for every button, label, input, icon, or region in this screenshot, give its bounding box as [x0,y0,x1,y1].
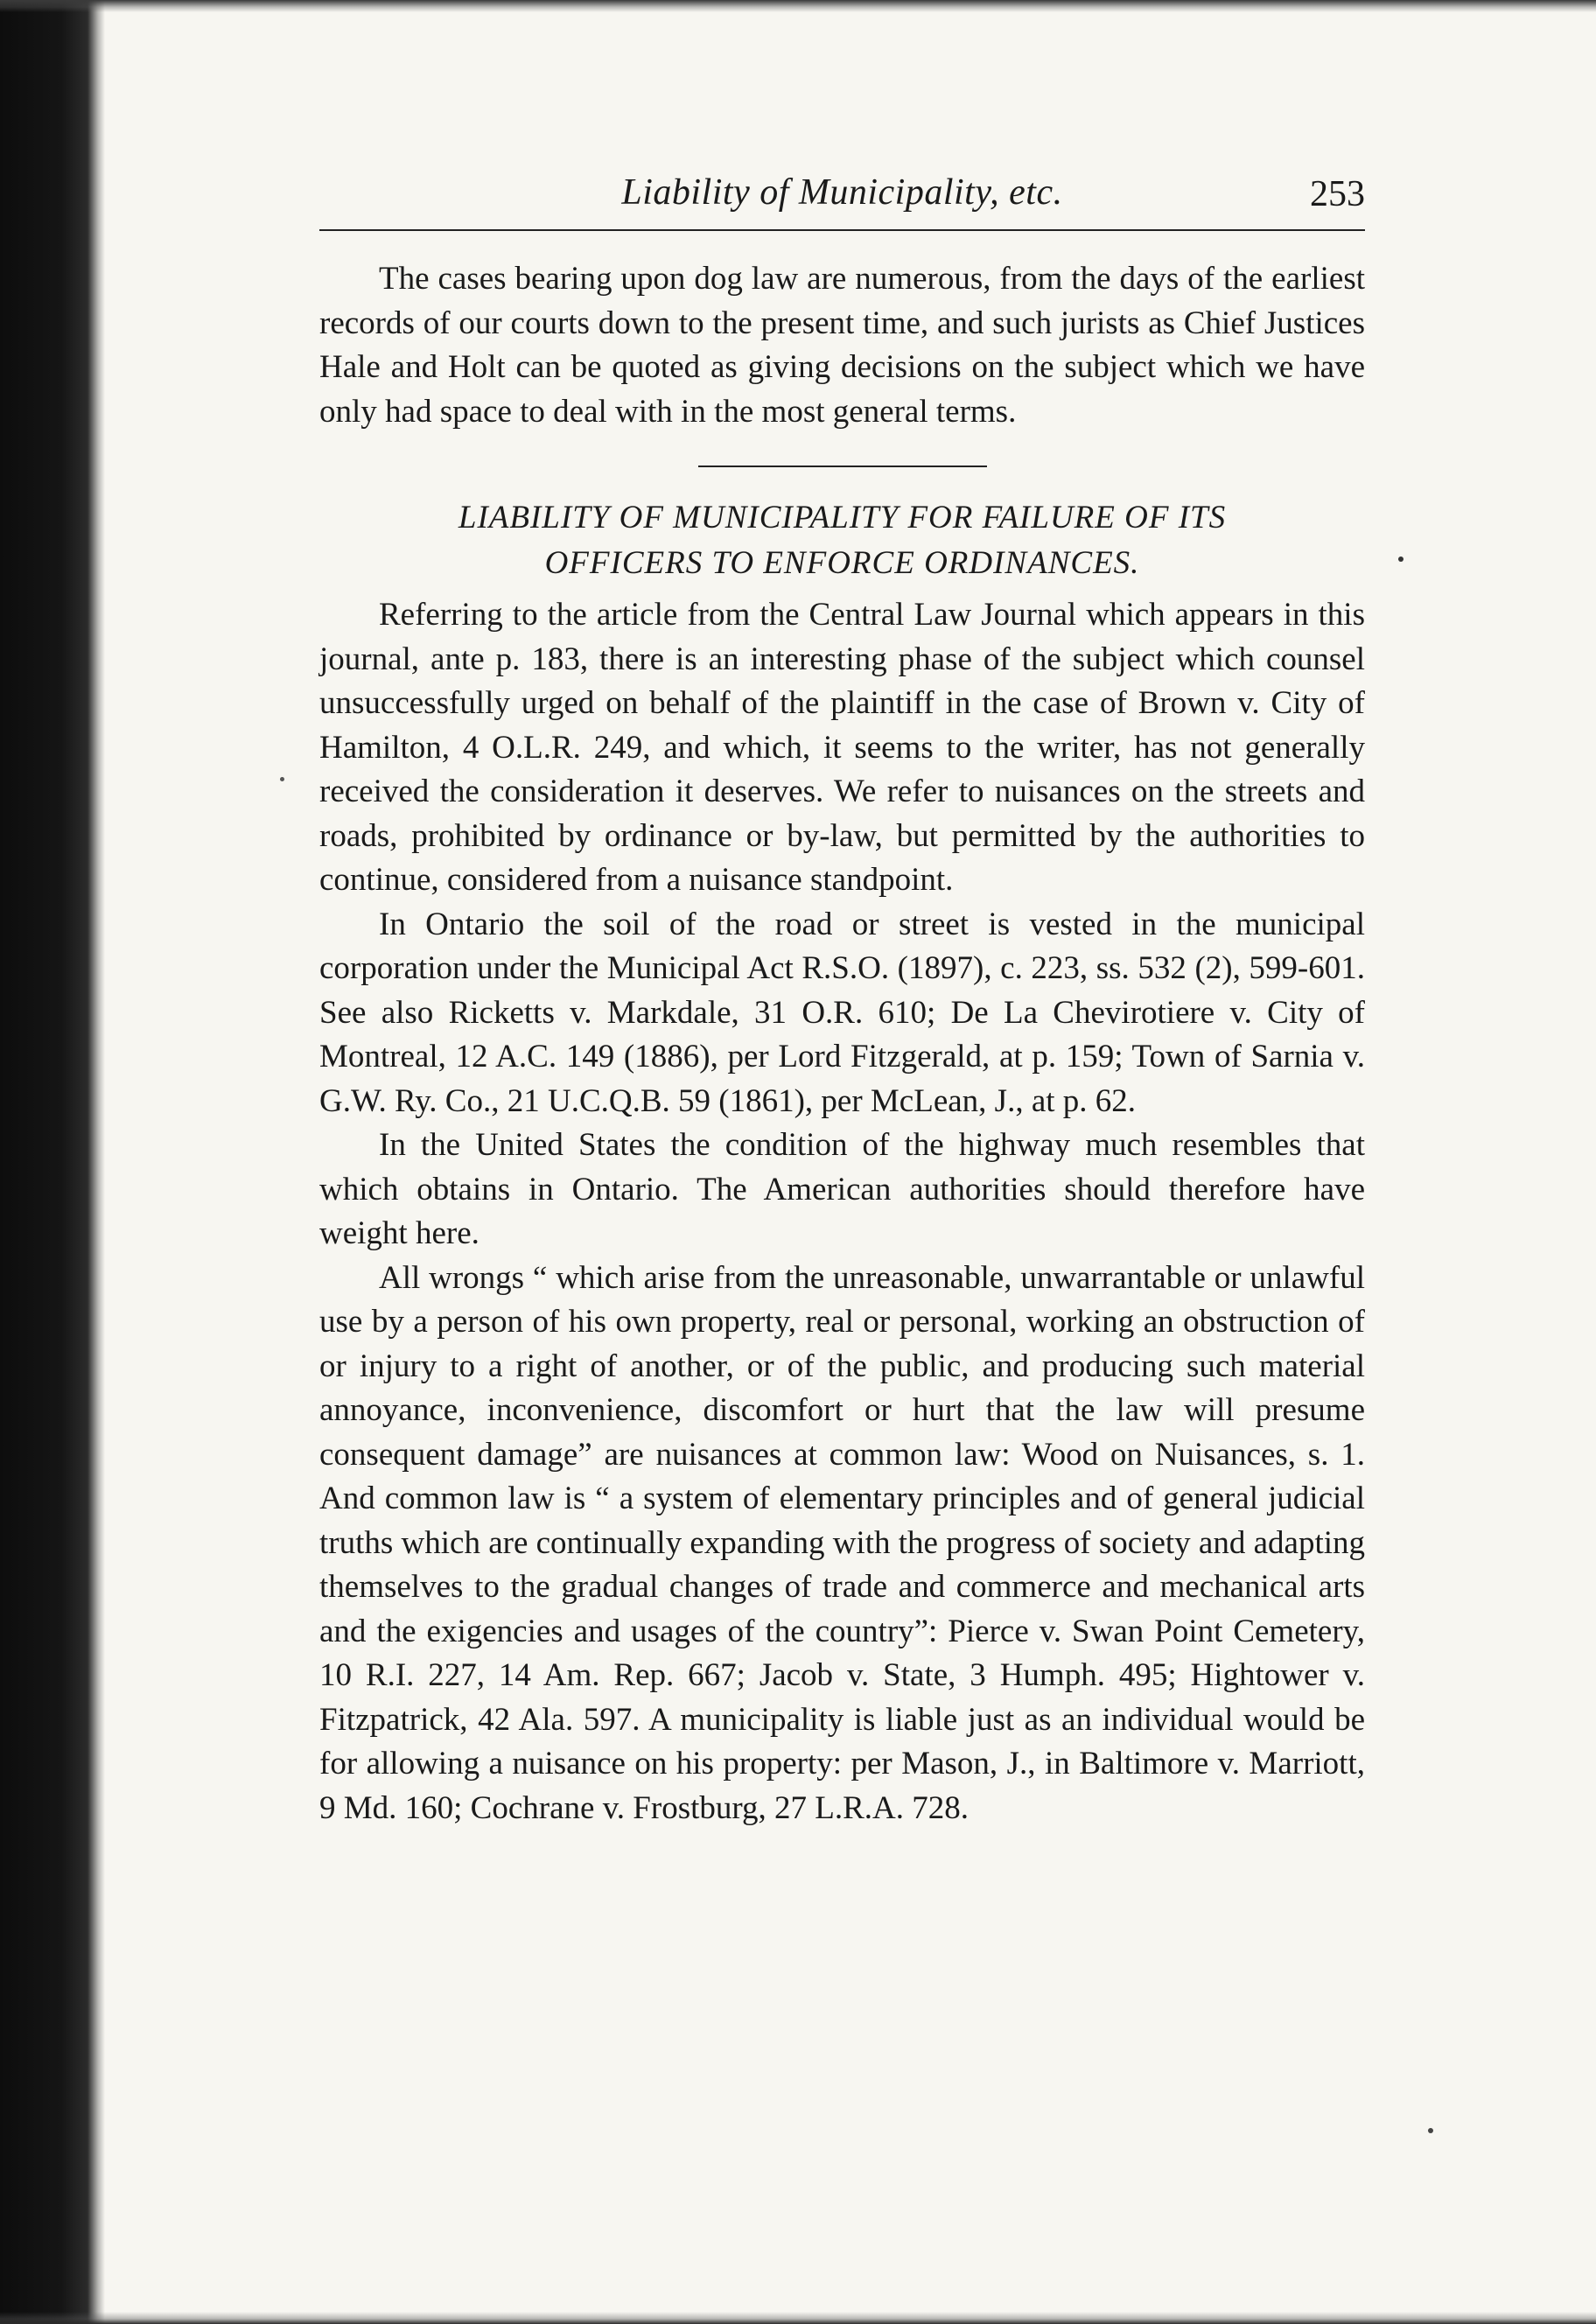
section-title [319,495,1365,586]
header-rule [319,229,1365,231]
body-paragraph: All wrongs “ which arise from the unreasonable, unwarrantable or unlawful use by a person of his own property, real or personal, working an obstruction of or injury to a right of another, or of the public, and producing such material annoyance, inconvenience, discomfort or hurt that the law will presume consequent damage” are nuisances at common law: Wood on Nuisances, s. 1. And common law is “ a system of elementary principles and of general judicial truths which are continually expanding with the progress of society and adapting themselves to the gradual changes of trade and commerce and mechanical arts and the exigencies and usages of the country”: Pierce v. Swan Point Cemetery, 10 R.I. 227, 14 Am. Rep. 667; Jacob v. State, 3 Humph. 495; Hightower v. Fitzpatrick, 42 Ala. 597. A municipality is liable just as an individual would be for allowing a nuisance on his property: per Mason, J., in Baltimore v. Marriott, 9 Md. 160; Cochrane v. Frostburg, 27 L.R.A. 728. [319,1259,1366,1826]
section-title-line: OFFICERS TO ENFORCE ORDINANCES. [544,545,1140,581]
speck-mark [280,777,284,781]
body-paragraph: In the United States the condition of the highway much resembles that which obtains in Ontario. The American authorities should therefore have weight here. [319,1127,1365,1251]
page-number: 253 [1310,174,1365,214]
scan-shadow-top [0,0,1596,12]
book-page [319,166,1365,1830]
speck-mark [1398,556,1404,562]
intro-paragraph: The cases bearing upon dog law are numerous, from the days of the earliest records of our courts down to the present time, and such jurists as Chief Justices Hale and Holt can be quoted as giving decisions on the subject which we have only had space to deal with in the most general terms. [319,261,1365,430]
scan-shadow-bottom [0,2312,1596,2324]
section-title-line: LIABILITY OF MUNICIPALITY FOR FAILURE OF ITS [458,500,1227,536]
scan-shadow-left [0,0,105,2324]
section-divider [698,466,987,467]
body-paragraph: In Ontario the soil of the road or street is vested in the municipal corporation under the Municipal Act R.S.O. (1897), c. 223, ss. 532 (2), 599-601. See also Ricketts v. Markdale, 31 O.R. 610; De La Chevirotiere v. City of Montreal, 12 A.C. 149 (1886), per Lord Fitzgerald, at p. 159; Town of Sarnia v. G.W. Ry. Co., 21 U.C.Q.B. 59 (1861), per McLean, J., at p. 62. [319,906,1365,1119]
running-head [319,166,1365,222]
body-paragraph: Referring to the article from the Central Law Journal which appears in this journal, ante p. 183, there is an interesting phase of the subject which counsel unsuccessfully urged on behalf of the plaintiff in the case of Brown v. City of Hamilton, 4 O.L.R. 249, and which, it seems to the writer, has not generally received the consideration it deserves. We refer to nuisances on the streets and roads, prohibited by ordinance or by-law, but permitted by the authorities to continue, considered from a nuisance standpoint. [319,597,1365,898]
speck-mark [1428,2128,1433,2133]
running-title: Liability of Municipality, etc. [621,172,1063,213]
